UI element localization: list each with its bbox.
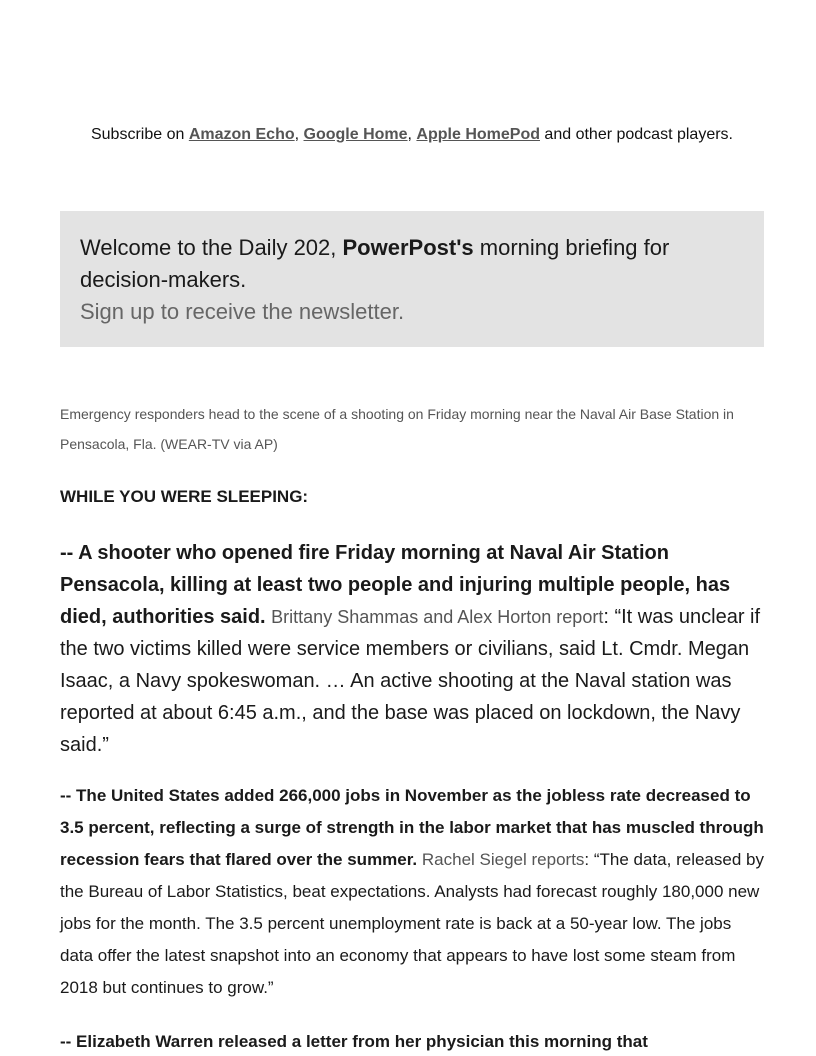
- story-jobs-report: [60, 780, 766, 1004]
- story-warren-letter: [60, 1026, 766, 1056]
- story-lede: -- The United States added 266,000 jobs in November as the jobless rate decreased to 3.5 percent, reflecting a surge of strength in the labor market that has muscled through recession fears that flared over the summer.: [60, 786, 764, 869]
- story-byline-link[interactable]: Brittany Shammas and Alex Horton report: [271, 607, 604, 627]
- story-lede: -- A shooter who opened fire Friday morning at Naval Air Station Pensacola, killing at least two people and injuring multiple people, has died, authorities said.: [60, 542, 731, 628]
- story-lede: -- Elizabeth Warren released a letter from her physician this morning that: [60, 1032, 648, 1051]
- subscribe-suffix: and other podcast players.: [539, 126, 733, 143]
- powerpost-brand: PowerPost's: [342, 235, 474, 260]
- subscribe-separator: ,: [407, 126, 417, 143]
- story-naval-shooting: [60, 537, 766, 761]
- subscribe-line: [60, 119, 764, 151]
- newsletter-signup-link[interactable]: Sign up to receive the newsletter.: [80, 299, 405, 324]
- story-body: : “It was unclear if the two victims killed were service members or civilians, said Lt. Cmdr. Megan Isaac, a Navy spokeswoman. … An active shooting at the Naval station was reported at about 6:45 a.m., and the base was placed on lockdown, the Navy said.”: [60, 606, 761, 756]
- welcome-prefix: Welcome to the Daily 202,: [80, 235, 343, 260]
- photo-caption: Emergency responders head to the scene of a shooting on Friday morning near the Naval Air Base Station in Pensacola, Fla. (WEAR-TV via AP): [60, 406, 734, 452]
- welcome-suffix: morning briefing for decision-makers.: [80, 235, 670, 292]
- apple-homepod-link[interactable]: Apple HomePod: [416, 126, 540, 143]
- story-body: : “The data, released by the Bureau of Labor Statistics, beat expectations. Analysts had forecast roughly 180,000 new jobs for the month. The 3.5 percent unemployment rate is back at a 50-year low. The jobs data offer the latest snapshot into an economy that appears to have lost some steam from 2018 but continues to grow.”: [60, 850, 764, 997]
- subscribe-separator: ,: [294, 126, 304, 143]
- subscribe-prefix: Subscribe on: [90, 126, 189, 143]
- welcome-banner: [60, 211, 764, 347]
- google-home-link[interactable]: Google Home: [303, 126, 408, 143]
- section-heading: WHILE YOU WERE SLEEPING:: [60, 487, 309, 506]
- story-byline-link[interactable]: Rachel Siegel reports: [421, 850, 585, 869]
- amazon-echo-link[interactable]: Amazon Echo: [188, 126, 295, 143]
